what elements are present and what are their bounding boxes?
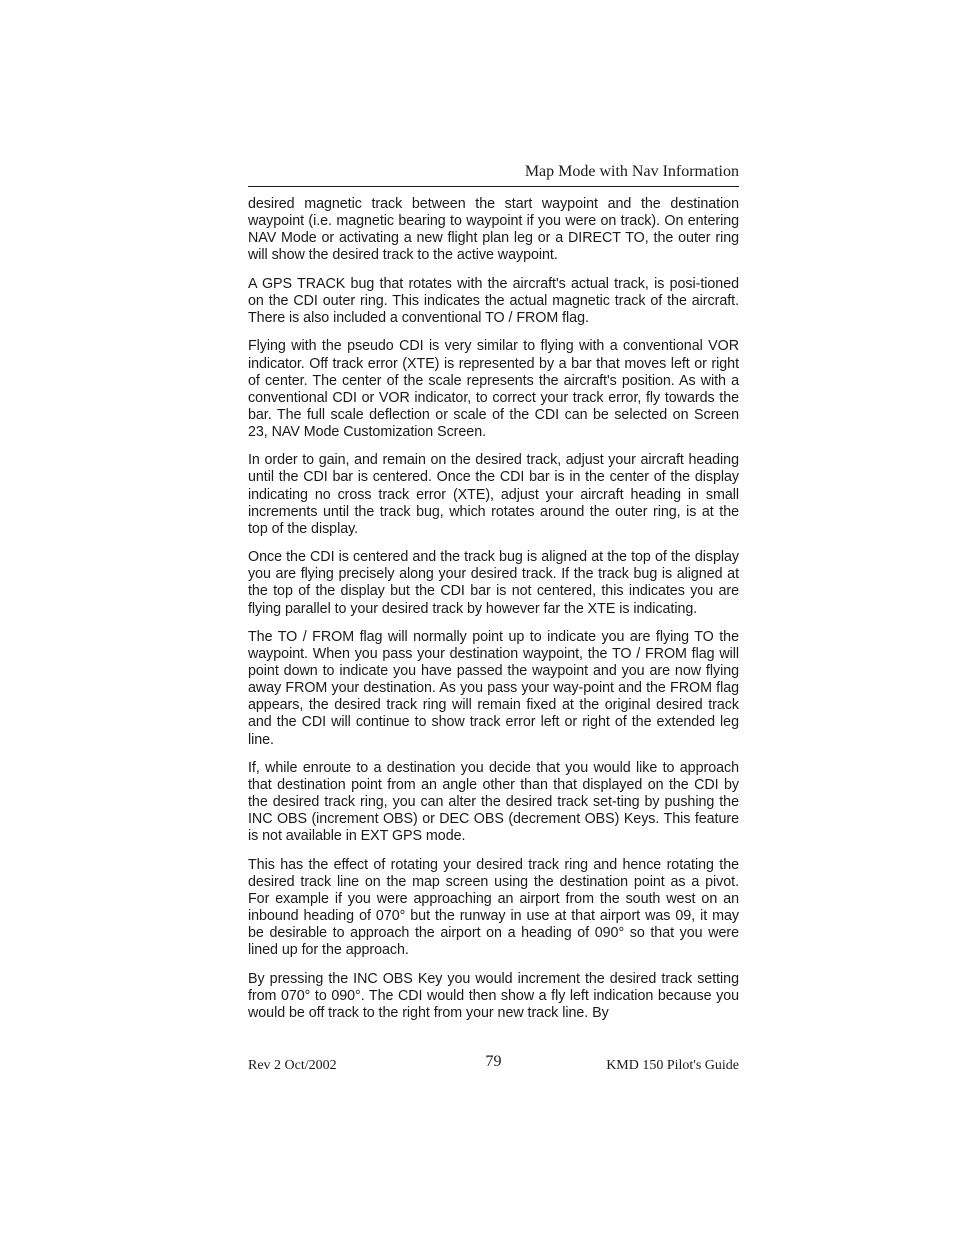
paragraph-4: In order to gain, and remain on the desired track, adjust your aircraft heading until the CDI bar is centered. Once the CDI bar is in the center of the display indicating no cross track error (XTE), adjust your aircraft heading in small increments until the track bug, which rotates around the outer ring, is at the top of the display. [248,452,739,537]
page-number: 79 [485,1053,502,1070]
header-divider [248,186,739,187]
paragraph-9: By pressing the INC OBS Key you would increment the desired track setting from 070° to 090°. The CDI would then show a fly left indication because you would be off track to the right from your new track line. By [248,970,739,1022]
paragraph-5: Once the CDI is centered and the track bug is aligned at the top of the display you are flying precisely along your desired track. If the track bug is aligned at the top of the display but the CDI bar is not centered, this indicates you are flying parallel to your desired track by however far the XTE is indicating. [248,549,739,617]
paragraph-6: The TO / FROM flag will normally point up to indicate you are flying TO the waypoint. When you pass your destination waypoint, the TO / FROM flag will point down to indicate you have passed the waypoint and you are now flying away FROM your destination. As you pass your way-point and the FROM flag appears, the desired track ring will remain fixed at the original desired track and the CDI will continue to show track error left or right of the extended leg line. [248,629,739,748]
paragraph-2: A GPS TRACK bug that rotates with the aircraft's actual track, is posi-tioned on the CDI outer ring. This indicates the actual magnetic track of the aircraft. There is also included a conventional TO / FROM flag. [248,275,739,326]
paragraph-3: Flying with the pseudo CDI is very similar to flying with a conventional VOR indicator. Off track error (XTE) is represented by a bar that moves left or right of center. The center of the scale represents the aircraft's position. As with a conventional CDI or VOR indicator, to correct your track error, fly towards the bar. The full scale deflection or scale of the CDI can be selected on Screen 23, NAV Mode Customization Screen. [248,338,739,440]
running-header-title: Map Mode with Nav Information [524,163,739,180]
body-text [248,196,739,1034]
paragraph-7: If, while enroute to a destination you decide that you would like to approach that destination point from an angle other than that displayed on the CDI by the desired track ring, you can alter the desired track set-ting by pushing the INC OBS (increment OBS) or DEC OBS (decrement OBS) Keys. This feature is not available in EXT GPS mode. [248,760,739,845]
paragraph-8: This has the effect of rotating your desired track ring and hence rotating the desired track line on the map screen using the destination point as a pivot. For example if you were approaching an airport from the south west on an inbound heading of 070° but the runway in use at that airport was 09, it may be desirable to approach the airport on a heading of 090° so that you were lined up for the approach. [248,856,739,959]
paragraph-1: desired magnetic track between the start waypoint and the destination waypoint (i.e. magnetic bearing to waypoint if you were on track). On entering NAV Mode or activating a new flight plan leg or a DIRECT TO, the outer ring will show the desired track to the active waypoint. [248,196,739,264]
footer-guide-title: KMD 150 Pilot's Guide [606,1058,739,1073]
footer-revision: Rev 2 Oct/2002 [248,1058,337,1073]
